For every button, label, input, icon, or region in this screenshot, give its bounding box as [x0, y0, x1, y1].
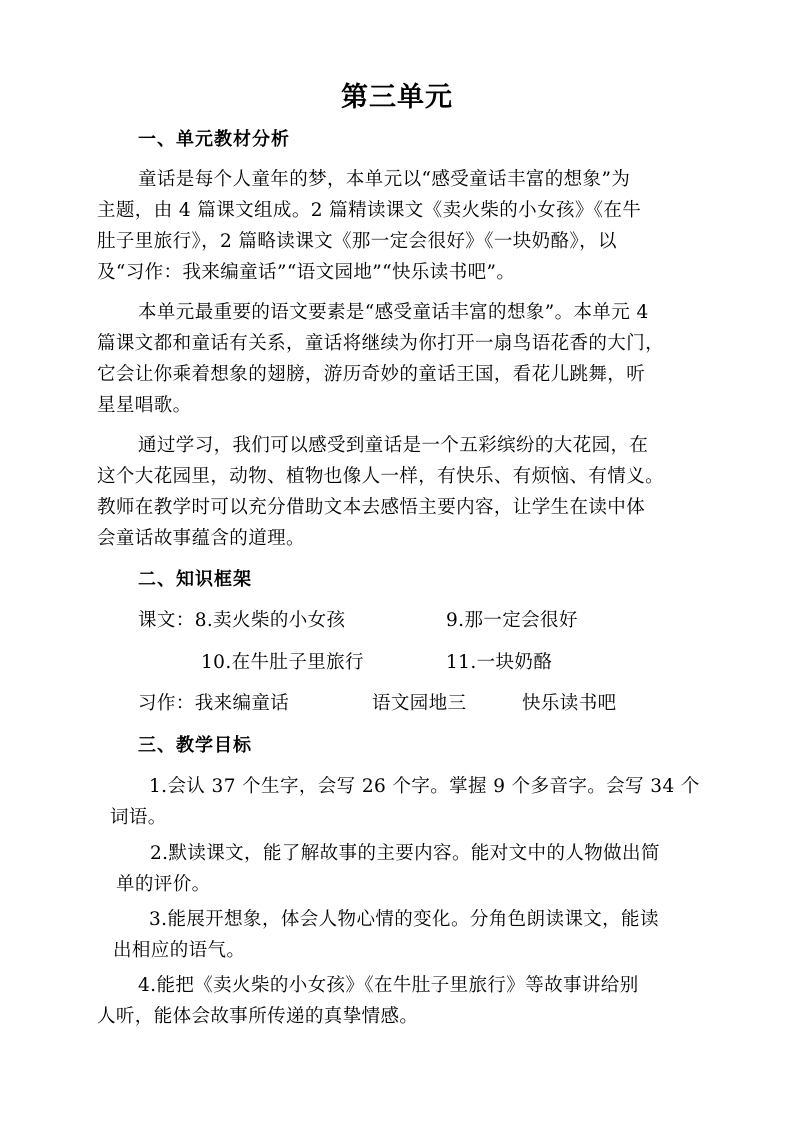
- paragraph-intro: [97, 164, 641, 288]
- goal-line: 单的评价。: [116, 874, 211, 895]
- goal-line: 4.能把《卖火柴的小女孩》《在牛肚子里旅行》等故事讲给别: [138, 975, 639, 996]
- goal-3: [113, 904, 659, 966]
- paragraph-line: 通过学习，我们可以感受到童话是一个五彩缤纷的大花园，在: [138, 435, 649, 456]
- framework-garden: 语文园地三: [372, 693, 467, 714]
- goal-1: [110, 771, 700, 833]
- section-heading-analysis: 一、单元教材分析: [138, 129, 290, 150]
- framework-row-1: [0, 606, 794, 636]
- framework-reading: 快乐读书吧: [522, 693, 617, 714]
- paragraph-line: 篇课文都和童话有关系，童话将继续为你打开一扇鸟语花香的大门，: [97, 333, 665, 354]
- framework-lesson-11: 11.一块奶酪: [446, 652, 553, 673]
- paragraph-line: 肚子里旅行》，2 篇略读课文《那一定会很好》《一块奶酪》，以: [97, 231, 617, 252]
- paragraph-line: 教师在教学时可以充分借助文本去感悟主要内容，让学生在读中体: [97, 497, 646, 518]
- framework-lesson-8: 课文：8.卖火柴的小女孩: [138, 610, 346, 631]
- paragraph-line: 会童话故事蕴含的道理。: [97, 528, 305, 549]
- goal-4: [97, 970, 639, 1032]
- paragraph-line: 星星唱歌。: [97, 395, 192, 416]
- goal-line: 1.会认 37 个生字，会写 26 个字。掌握 9 个多音字。会写 34 个: [149, 776, 700, 797]
- goal-line: 2.默读课文，能了解故事的主要内容。能对文中的人物做出简: [150, 843, 660, 864]
- goal-line: 出相应的语气。: [113, 940, 246, 961]
- section-heading-framework: 二、知识框架: [138, 569, 252, 590]
- paragraph-elements: [97, 297, 664, 421]
- section-heading-goals: 三、教学目标: [138, 735, 252, 756]
- framework-lesson-9: 9.那一定会很好: [446, 610, 578, 631]
- framework-lesson-10: 10.在牛肚子里旅行: [201, 652, 364, 673]
- paragraph-line: 这个大花园里，动物、植物也像人一样，有快乐、有烦恼、有情义。: [97, 466, 665, 487]
- paragraph-line: 及“习作：我来编童话”“语文园地”“快乐读书吧”。: [97, 262, 516, 283]
- framework-writing: 习作：我来编童话: [138, 693, 290, 714]
- goal-line: 词语。: [110, 807, 167, 828]
- paragraph-line: 童话是每个人童年的梦，本单元以“感受童话丰富的想象”为: [138, 169, 631, 190]
- goal-line: 人听，能体会故事所传递的真挚情感。: [97, 1006, 419, 1027]
- goal-line: 3.能展开想象，体会人物心情的变化。分角色朗读课文，能读: [149, 909, 659, 930]
- page-title: 第三单元: [341, 82, 453, 113]
- framework-row-2: [0, 648, 794, 678]
- paragraph-line: 本单元最重要的语文要素是“感受童话丰富的想象”。本单元 4: [138, 302, 649, 323]
- framework-row-3: [0, 689, 794, 719]
- goal-2: [116, 838, 660, 900]
- paragraph-line: 主题，由 4 篇课文组成。2 篇精读课文《卖火柴的小女孩》《在牛: [97, 200, 642, 221]
- paragraph-learning: [97, 430, 664, 554]
- paragraph-line: 它会让你乘着想象的翅膀，游历奇妙的童话王国，看花儿跳舞，听: [97, 364, 646, 385]
